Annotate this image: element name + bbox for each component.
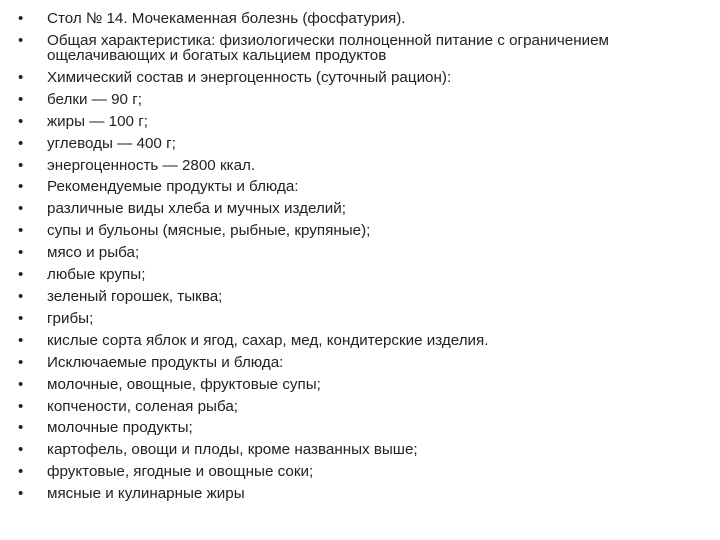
bullet-icon: • <box>18 463 24 481</box>
list-item <box>18 308 708 330</box>
list-item <box>18 89 708 111</box>
bullet-icon: • <box>18 485 24 503</box>
list-item <box>18 198 708 220</box>
list-item-text: молочные продукты; <box>47 419 193 437</box>
list-item <box>18 374 708 396</box>
bullet-icon: • <box>18 31 24 49</box>
bullet-icon: • <box>18 353 24 371</box>
list-item-text: мясные и кулинарные жиры <box>47 485 245 503</box>
list-item <box>18 396 708 418</box>
list-item-text: жиры — 100 г; <box>47 112 148 130</box>
list-item <box>18 30 708 67</box>
bullet-icon: • <box>18 10 24 27</box>
list-item-text: Стол № 14. Мочекаменная болезнь (фосфатурия). <box>47 10 406 27</box>
list-item-text: углеводы — 400 г; <box>47 134 176 152</box>
list-item-text: фруктовые, ягодные и овощные соки; <box>47 463 314 481</box>
list-item-text: Химический состав и энергоценность (суточный рацион): <box>47 68 452 86</box>
bullet-icon: • <box>18 112 24 130</box>
bullet-icon: • <box>18 331 24 349</box>
bullet-icon: • <box>18 90 24 108</box>
list-item <box>18 461 708 483</box>
list-item <box>18 330 708 352</box>
list-item <box>18 286 708 308</box>
list-item <box>18 242 708 264</box>
list-item-text: любые крупы; <box>47 266 146 284</box>
list-item-text: зеленый горошек, тыква; <box>47 287 223 305</box>
list-item-text: Рекомендуемые продукты и блюда: <box>47 178 299 196</box>
bullet-icon: • <box>18 287 24 305</box>
list-item <box>18 483 708 505</box>
list-item <box>18 67 708 89</box>
list-item <box>18 264 708 286</box>
list-item <box>18 155 708 177</box>
bullet-icon: • <box>18 68 24 86</box>
list-item-text: картофель, овощи и плоды, кроме названных выше; <box>47 441 418 459</box>
bullet-icon: • <box>18 309 24 327</box>
bullet-icon: • <box>18 375 24 393</box>
bullet-icon: • <box>18 200 24 218</box>
bullet-icon: • <box>18 397 24 415</box>
list-item-text: энергоценность — 2800 ккал. <box>47 156 256 174</box>
list-item-text: кислые сорта яблок и ягод, сахар, мед, кондитерские изделия. <box>47 331 489 349</box>
list-item-text: копчености, соленая рыба; <box>47 397 238 415</box>
list-item <box>18 111 708 133</box>
list-item-text: молочные, овощные, фруктовые супы; <box>47 375 321 393</box>
list-item-text: белки — 90 г; <box>47 90 142 108</box>
list-item-text: грибы; <box>47 309 94 327</box>
list-item-text: Исключаемые продукты и блюда: <box>47 353 284 371</box>
bullet-icon: • <box>18 178 24 196</box>
bullet-icon: • <box>18 266 24 284</box>
list-item-text: супы и бульоны (мясные, рыбные, крупяные); <box>47 222 371 240</box>
list-item-text: мясо и рыба; <box>47 244 140 262</box>
list-item-text: различные виды хлеба и мучных изделий; <box>47 200 346 218</box>
list-item <box>18 133 708 155</box>
bullet-icon: • <box>18 244 24 262</box>
list-item <box>18 220 708 242</box>
list-item <box>18 352 708 374</box>
list-item <box>18 439 708 461</box>
list-item <box>18 417 708 439</box>
bullet-icon: • <box>18 222 24 240</box>
bullet-icon: • <box>18 156 24 174</box>
list-item-text: Общая характеристика: физиологически полноценной питание с ограничением ощелачивающих и богатых кальцием продуктов <box>47 31 609 65</box>
bullet-icon: • <box>18 419 24 437</box>
list-item <box>18 176 708 198</box>
list-item <box>18 8 708 30</box>
bullet-icon: • <box>18 134 24 152</box>
bullet-list <box>18 8 708 505</box>
bullet-icon: • <box>18 441 24 459</box>
